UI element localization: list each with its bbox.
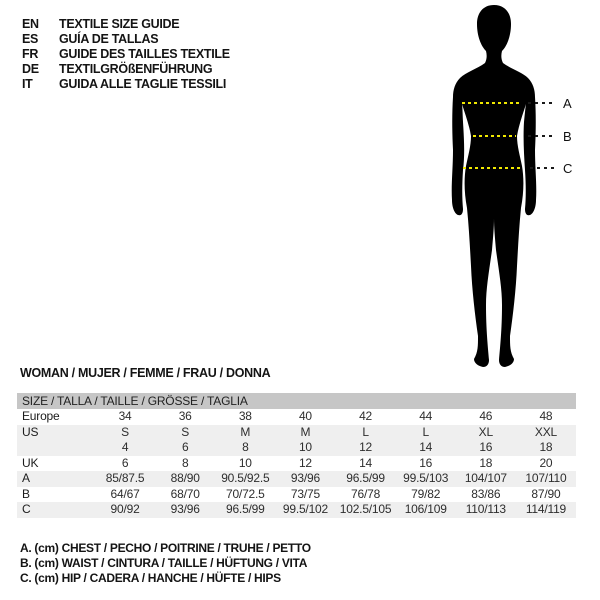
table-cell: 96.5/99 [346, 471, 385, 485]
table-cell: 96.5/99 [225, 502, 265, 516]
woman-silhouette-icon [410, 0, 600, 378]
table-cell: 70/72.5 [225, 486, 265, 501]
row-label: B [22, 486, 30, 501]
table-cell: 20 [539, 455, 553, 470]
row-label: A [22, 471, 30, 485]
table-cell: 14 [359, 455, 373, 470]
table-cell: 83/86 [471, 486, 501, 501]
language-row [22, 62, 230, 77]
table-cell: 10 [238, 455, 252, 470]
row-label [17, 440, 95, 456]
size-table-header: SIZE / TALLA / TAILLE / GRÖSSE / TAGLIA [17, 393, 576, 409]
table-cell: XXL [534, 424, 557, 439]
table-cell: 114/119 [525, 502, 567, 516]
table-cell: 110/113 [465, 502, 506, 516]
guide-title: TEXTILE SIZE GUIDE [59, 17, 180, 31]
table-cell: 76/78 [351, 486, 381, 501]
table-cell: 106/109 [404, 502, 447, 516]
table-cell: 8 [181, 455, 189, 470]
section-title: WOMAN / MUJER / FEMME / FRAU / DONNA [20, 366, 271, 380]
language-code: DE [22, 62, 39, 76]
table-cell: 6 [121, 455, 129, 470]
row-label: Europe [22, 409, 60, 423]
table-cell: S [181, 424, 190, 439]
measurement-legend [20, 541, 311, 586]
table-cell: 10 [298, 440, 312, 454]
language-code: FR [22, 47, 39, 61]
table-cell: M [300, 424, 311, 439]
table-cell: 14 [419, 440, 433, 454]
table-cell: 102.5/105 [339, 502, 392, 516]
table-cell: 79/82 [411, 486, 441, 501]
table-cell: 99.5/103 [403, 471, 449, 485]
guide-title: GUIDE DES TAILLES TEXTILE [59, 47, 230, 61]
legend-line: C. (cm) HIP / CADERA / HANCHE / HÜFTE / HIPS [20, 571, 281, 585]
row-label: US [22, 424, 39, 439]
table-row [17, 425, 576, 441]
table-cell: 104/107 [464, 471, 507, 485]
table-cell: 88/90 [170, 471, 200, 485]
table-cell: 40 [298, 409, 312, 423]
language-row [22, 32, 230, 47]
table-row [17, 487, 576, 503]
measure-label-b: B [563, 129, 572, 144]
table-cell: L [362, 424, 369, 439]
table-row [17, 440, 576, 456]
table-cell: 48 [539, 409, 553, 423]
table-cell: L [422, 424, 429, 439]
size-table [17, 393, 576, 518]
table-cell: XL [478, 424, 493, 439]
row-label: UK [22, 455, 39, 470]
table-cell: 18 [479, 455, 493, 470]
table-row [17, 456, 576, 472]
language-code: ES [22, 32, 39, 46]
table-row [17, 502, 576, 518]
silhouette-body [452, 5, 537, 367]
table-cell: 44 [419, 409, 433, 423]
legend-line: B. (cm) WAIST / CINTURA / TAILLE / HÜFTUNG / VITA [20, 556, 308, 570]
measure-label-c: C [563, 161, 573, 176]
table-cell: 64/67 [110, 486, 140, 501]
table-cell: 4 [121, 440, 129, 454]
table-cell: 85/87.5 [105, 471, 145, 485]
guide-title: GUÍA DE TALLAS [59, 32, 159, 46]
table-cell: 18 [539, 440, 553, 454]
table-cell: 12 [298, 455, 312, 470]
table-cell: 38 [238, 409, 252, 423]
measure-label-a: A [563, 96, 572, 111]
language-row [22, 17, 230, 32]
language-code: IT [22, 77, 33, 91]
table-cell: 87/90 [531, 486, 561, 501]
language-title-list [22, 17, 230, 92]
guide-title: TEXTILGRÖßENFÜHRUNG [59, 62, 213, 76]
table-cell: 90/92 [110, 502, 140, 516]
table-cell: 90.5/92.5 [221, 471, 270, 485]
table-row [17, 471, 576, 487]
table-cell: 42 [359, 409, 373, 423]
table-cell: 73/75 [290, 486, 320, 501]
table-cell: 8 [242, 440, 249, 454]
table-cell: 36 [178, 409, 192, 423]
table-cell: M [240, 424, 251, 439]
language-row [22, 47, 230, 62]
table-cell: 6 [181, 440, 189, 454]
table-cell: 16 [419, 455, 433, 470]
table-row [17, 409, 576, 425]
language-row [22, 77, 230, 92]
row-label: C [22, 502, 31, 516]
table-cell: 68/70 [170, 486, 200, 501]
language-code: EN [22, 17, 39, 31]
table-cell: 93/96 [290, 471, 320, 485]
table-cell: 93/96 [170, 502, 200, 516]
woman-silhouette-figure [410, 0, 600, 378]
table-cell: 12 [359, 440, 373, 454]
table-cell: 99.5/102 [282, 502, 328, 516]
table-cell: 46 [479, 409, 493, 423]
table-cell: 107/110 [525, 471, 567, 485]
legend-line: A. (cm) CHEST / PECHO / POITRINE / TRUHE / PETTO [20, 541, 311, 555]
size-table-body [17, 409, 576, 518]
table-cell: S [121, 424, 129, 439]
guide-title: GUIDA ALLE TAGLIE TESSILI [59, 77, 227, 91]
table-cell: 34 [118, 409, 132, 423]
table-cell: 16 [479, 440, 493, 454]
